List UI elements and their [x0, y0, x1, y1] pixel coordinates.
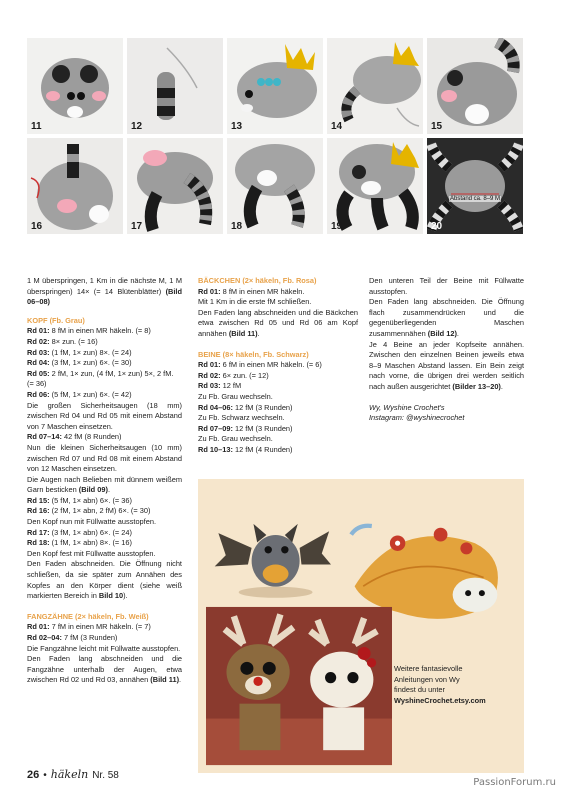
step-photo-15	[427, 38, 523, 134]
stuff-paragraph: Den Kopf nun mit Füllwatte ausstopfen.	[27, 517, 156, 527]
section-head-kopf: KOPF (Fb. Grau)	[27, 315, 85, 325]
bullet-separator: •	[43, 770, 47, 781]
promo-line: Weitere fantasievolle	[394, 664, 463, 673]
small-eyes-paragraph: Nun die kleinen Sicherheitsaugen (10 mm) zwischen Rd 07 und Rd 08 mit einem Abstand von 12 Maschen einsetzen.	[27, 442, 182, 474]
page-number: 26	[27, 769, 40, 781]
row-line: Rd 10–13: 12 fM (4 Runden)	[198, 444, 293, 454]
reindeer-image	[206, 605, 392, 767]
color-change-line: Zu Fb. Grau wechseln.	[198, 391, 273, 401]
issue-number: Nr. 58	[92, 770, 119, 781]
row-line: Rd 15: (5 fM, 1× abn) 6×. (= 36)	[27, 495, 132, 505]
color-change-line: Zu Fb. Grau wechseln.	[198, 434, 273, 444]
row-line: Rd 04: (3 fM, 1× zun) 6×. (= 30)	[27, 358, 132, 368]
row-line: Rd 05: 2 fM, 1× zun, (4 fM, 1× zun) 5×, 2 fM. (= 36)	[27, 368, 174, 389]
row-line: Rd 01: 6 fM in einen MR häkeln. (= 6)	[198, 360, 322, 370]
promo-line: findest du unter	[394, 685, 445, 695]
text-column-3	[369, 276, 524, 424]
section-head-baeckchen: BÄCKCHEN (2× häkeln, Fb. Rosa)	[198, 276, 317, 285]
step-photo-13	[227, 38, 323, 134]
step-photo-17	[127, 138, 223, 234]
row-line: Rd 03: 12 fM	[198, 381, 242, 391]
photo-number: 20	[431, 221, 443, 232]
photo-number: 12	[131, 121, 143, 132]
embroider-paragraph: Die Augen nach Belieben mit dünnem weißem Garn besticken (Bild 09).	[27, 474, 182, 495]
step-photo-11	[27, 38, 123, 134]
legs-close-paragraph: Den Faden lang abschneiden. Die Öffnung flach zusammendrücken und die gegenüberliegenden Maschen zusammennähen (Bild 12).	[369, 297, 524, 338]
cheek-close-paragraph: Mit 1 Km in die erste fM schließen.	[198, 297, 312, 307]
head-two-legs-image	[227, 138, 323, 234]
photo-number: 18	[231, 221, 243, 232]
head-top-view-image	[27, 138, 123, 234]
head-side-image	[227, 38, 323, 134]
designer-credit: Wy, Wyshine Crochet's	[369, 402, 445, 412]
head-three-legs-image	[327, 138, 423, 234]
promo-line: Anleitungen von Wy	[394, 674, 460, 684]
legs-side-image	[127, 138, 223, 234]
row-line: Rd 02–04: 7 fM (3 Runden)	[27, 633, 118, 642]
leg-attached-image	[327, 38, 423, 134]
fang-stuff-paragraph: Die Fangzähne leicht mit Füllwatte ausstopfen.	[27, 643, 181, 653]
step-photo-19	[327, 138, 423, 234]
row-line: Rd 06: (5 fM, 1× zun) 6×. (= 42)	[27, 389, 132, 399]
photo-row-1	[27, 38, 524, 134]
cut-paragraph: Den Faden abschneiden. Die Öffnung nicht schließen, da sie später zum Annähen des Kopfes an den Körper dient (siehe weiß markierten Bereich in Bild 10).	[27, 559, 182, 601]
leg-image	[127, 38, 223, 134]
row-line: Rd 02: 6× zun. (= 12)	[198, 370, 269, 380]
watermark: PassionForum.ru	[473, 777, 556, 788]
promo-box	[198, 479, 524, 773]
head-with-eyes-image	[27, 38, 123, 134]
step-photo-20	[427, 138, 523, 234]
text-column-2	[198, 276, 358, 456]
step-photo-14	[327, 38, 423, 134]
photo-number: 13	[231, 121, 243, 132]
row-line: Rd 04–06: 12 fM (3 Runden)	[198, 402, 293, 412]
photo-number: 11	[31, 121, 42, 132]
photo-row-2	[27, 138, 524, 234]
step-photo-18	[227, 138, 323, 234]
intro-paragraph: 1 M überspringen, 1 Km in die nächste M, 1 M überspringen) 14× (= 14 Blütenblätter) (Bild 06–08)	[27, 276, 182, 307]
photo-number: 16	[31, 221, 43, 232]
legs-attach-paragraph: Je 4 Beine an jeder Kopfseite annähen. Zwischen den einzelnen Beinen jeweils etwa 8–9 Maschen Abstand lassen. Ein Bein zeigt nach vorne, die übrigen drei werden seitlich nach außen ausgerichtet (Bilder 13–20).	[369, 339, 524, 391]
row-line: Rd 01: 8 fM in einen MR häkeln. (= 8)	[27, 326, 151, 336]
text-column-1	[27, 276, 182, 686]
row-line: Rd 01: 8 fM in einen MR häkeln.	[198, 286, 305, 296]
photo-number: 19	[331, 221, 343, 232]
distance-label: Abstand ca. 8–9 M	[450, 196, 501, 202]
eyes-paragraph: Die großen Sicherheitsaugen (18 mm) zwischen Rd 04 und Rd 05 mit einem Abstand von 7 Maschen einsetzen.	[27, 400, 182, 431]
row-line: Rd 16: (2 fM, 1× abn, 2 fM) 6×. (= 30)	[27, 506, 151, 516]
row-line: Rd 07–14: 42 fM (8 Runden)	[27, 432, 122, 442]
color-change-line: Zu Fb. Schwarz wechseln.	[198, 413, 285, 423]
instagram-credit: Instagram: @wyshinecrochet	[369, 413, 465, 423]
photo-number: 17	[131, 221, 143, 232]
row-line: Rd 03: (1 fM, 1× zun) 8×. (= 24)	[27, 347, 132, 357]
photo-grid	[27, 38, 524, 238]
cheek-cut-paragraph: Den Faden lang abschneiden und die Bäckchen etwa zwischen Rd 05 und Rd 06 am Kopf annähen (Bild 11).	[198, 307, 358, 338]
stuff2-paragraph: Den Kopf fest mit Füllwatte ausstopfen.	[27, 548, 156, 558]
bat-dragon-image	[206, 487, 336, 607]
row-line: Rd 07–09: 12 fM (3 Runden)	[198, 423, 293, 433]
page-footer	[27, 768, 119, 781]
step-photo-12	[127, 38, 223, 134]
section-head-fangzaehne: FANGZÄHNE (2× häkeln, Fb. Weiß)	[27, 611, 149, 621]
photo-number: 14	[331, 121, 343, 132]
row-line: Rd 18: (1 fM, 1× abn) 8×. (= 16)	[27, 538, 132, 548]
row-line: Rd 02: 8× zun. (= 16)	[27, 336, 98, 346]
photo-number: 15	[431, 121, 443, 132]
promo-text	[394, 664, 522, 706]
section-head-beine: BEINE (8× häkeln, Fb. Schwarz)	[198, 349, 309, 359]
legs-spread-image	[427, 138, 523, 234]
magazine-brand: häkeln	[50, 768, 89, 781]
step-photo-16	[27, 138, 123, 234]
row-line: Rd 17: (3 fM, 1× abn) 6×. (= 24)	[27, 527, 132, 537]
legs-stuff-paragraph: Den unteren Teil der Beine mit Füllwatte ausstopfen.	[369, 276, 524, 296]
shop-link[interactable]: WyshineCrochet.etsy.com	[394, 695, 486, 705]
row-line: Rd 01: 7 fM in einen MR häkeln. (= 7)	[27, 622, 151, 632]
fang-cut-paragraph: Den Faden lang abschneiden und die Fangzähne unterhalb der Augen, etwa zwischen Rd 02 und Rd 03, annähen (Bild 11).	[27, 654, 182, 685]
head-front-legs-image	[427, 38, 523, 134]
